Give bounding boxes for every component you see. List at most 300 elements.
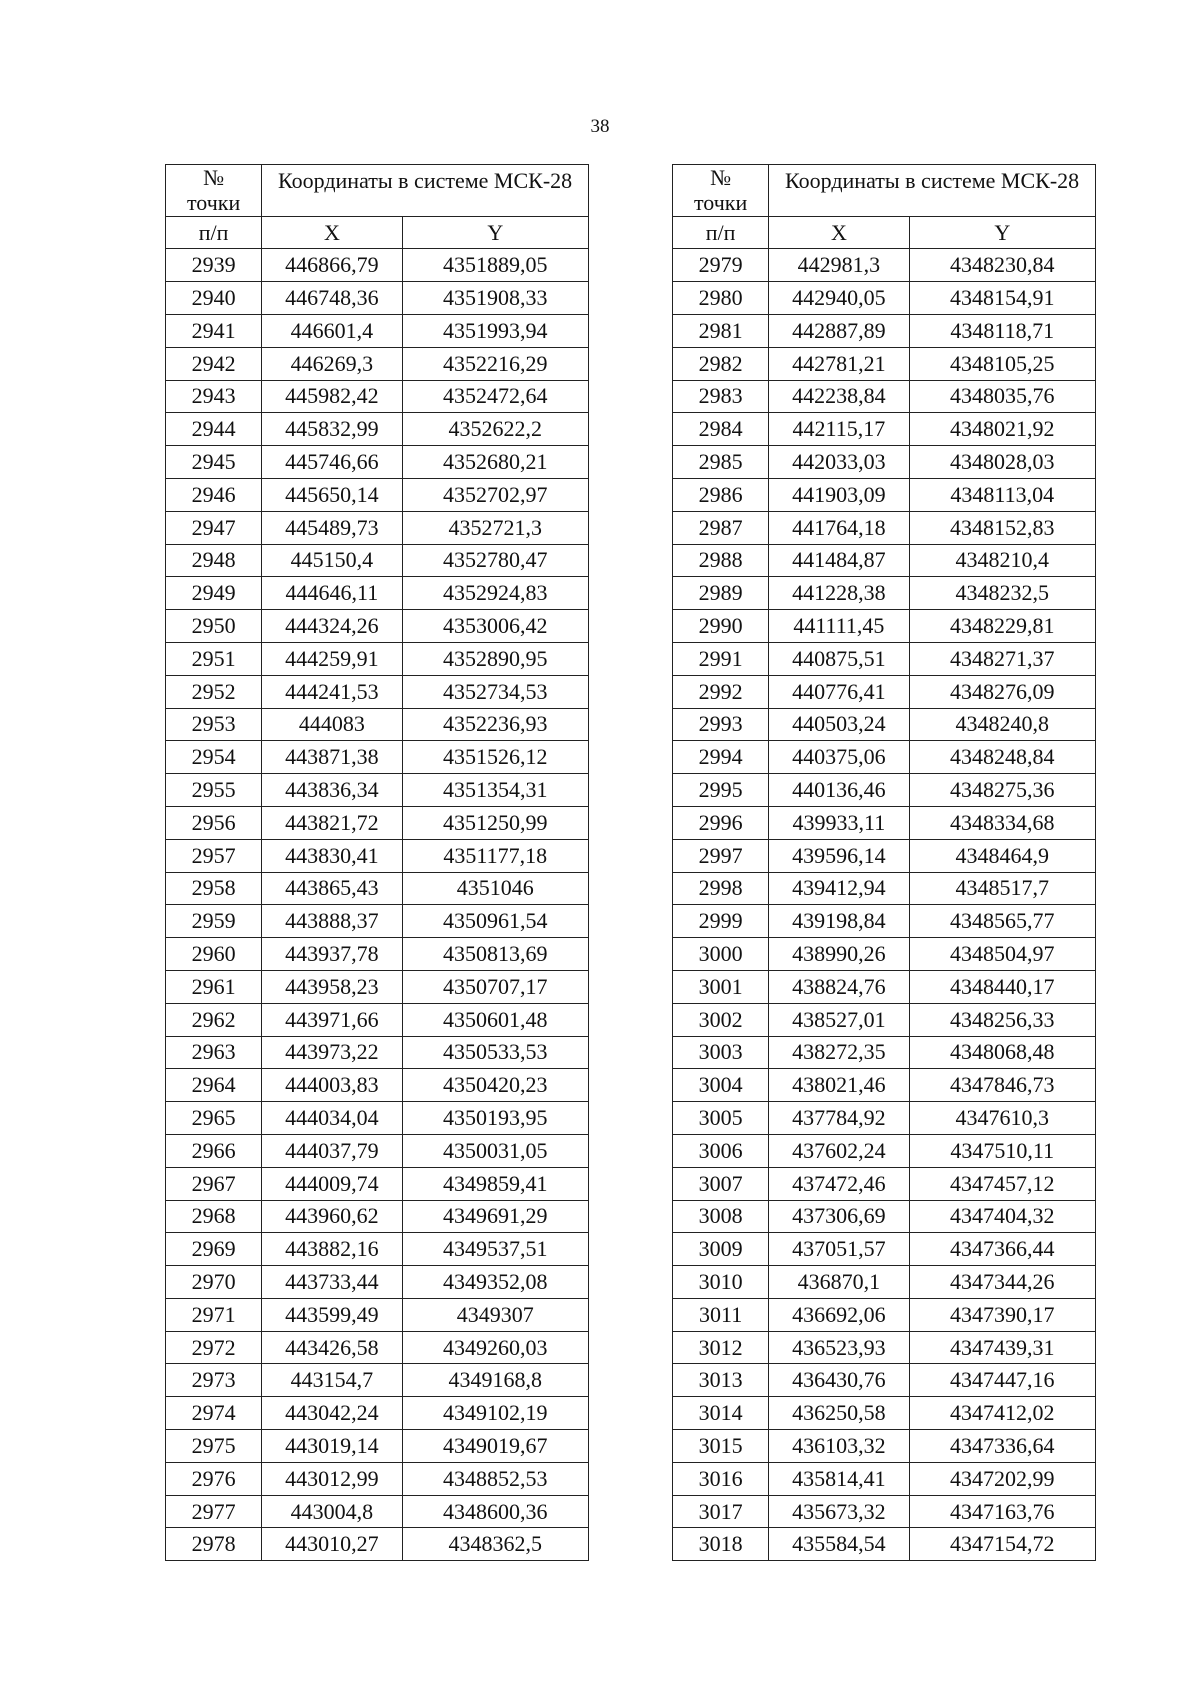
table-row — [166, 1430, 589, 1463]
y-coordinate-cell: 4350601,48 — [402, 1003, 588, 1036]
x-coordinate-cell: 439933,11 — [769, 806, 909, 839]
table-row — [166, 1200, 589, 1233]
y-coordinate-cell: 4351889,05 — [402, 249, 588, 282]
table-row — [166, 380, 589, 413]
table-row — [166, 544, 589, 577]
y-coordinate-cell: 4347163,76 — [909, 1495, 1095, 1528]
point-number-cell: 2993 — [673, 708, 769, 741]
x-coordinate-cell: 443830,41 — [262, 839, 402, 872]
point-number-cell: 3005 — [673, 1102, 769, 1135]
table-row — [166, 1397, 589, 1430]
y-coordinate-cell: 4347610,3 — [909, 1102, 1095, 1135]
x-coordinate-cell: 439596,14 — [769, 839, 909, 872]
point-number-cell: 2949 — [166, 577, 262, 610]
point-number-cell: 2995 — [673, 774, 769, 807]
point-number-cell: 3010 — [673, 1266, 769, 1299]
y-coordinate-cell: 4347154,72 — [909, 1528, 1095, 1561]
table-row — [673, 970, 1096, 1003]
point-label: точки — [186, 190, 241, 216]
point-number-cell: 3015 — [673, 1430, 769, 1463]
table-row — [166, 1495, 589, 1528]
table-row — [673, 1167, 1096, 1200]
ordinal-label: п/п — [166, 216, 262, 249]
x-coordinate-cell: 439412,94 — [769, 872, 909, 905]
y-coordinate-cell: 4347344,26 — [909, 1266, 1095, 1299]
table-row — [166, 1528, 589, 1561]
x-coordinate-cell: 438021,46 — [769, 1069, 909, 1102]
x-coordinate-cell: 445150,4 — [262, 544, 402, 577]
x-coordinate-cell: 446601,4 — [262, 314, 402, 347]
point-number-cell: 2974 — [166, 1397, 262, 1430]
y-coordinate-cell: 4347390,17 — [909, 1298, 1095, 1331]
x-coordinate-cell: 445650,14 — [262, 478, 402, 511]
x-coordinate-cell: 443599,49 — [262, 1298, 402, 1331]
table-row — [673, 1200, 1096, 1233]
table-row — [673, 610, 1096, 643]
y-coordinate-cell: 4348504,97 — [909, 938, 1095, 971]
x-coordinate-cell: 436523,93 — [769, 1331, 909, 1364]
point-number-cell: 2965 — [166, 1102, 262, 1135]
x-coordinate-cell: 436430,76 — [769, 1364, 909, 1397]
y-coordinate-cell: 4350533,53 — [402, 1036, 588, 1069]
y-coordinate-cell: 4352702,97 — [402, 478, 588, 511]
table-row — [166, 872, 589, 905]
table-row — [673, 806, 1096, 839]
point-number-cell: 2953 — [166, 708, 262, 741]
x-coordinate-cell: 441764,18 — [769, 511, 909, 544]
x-coordinate-cell: 444646,11 — [262, 577, 402, 610]
point-number-cell: 2963 — [166, 1036, 262, 1069]
table-row — [673, 741, 1096, 774]
table-row — [673, 544, 1096, 577]
point-number-cell: 3013 — [673, 1364, 769, 1397]
x-coordinate-cell: 444324,26 — [262, 610, 402, 643]
point-number-cell: 2952 — [166, 675, 262, 708]
point-number-cell: 3004 — [673, 1069, 769, 1102]
y-coordinate-cell: 4348232,5 — [909, 577, 1095, 610]
y-coordinate-cell: 4349307 — [402, 1298, 588, 1331]
point-number-cell: 3011 — [673, 1298, 769, 1331]
x-coordinate-cell: 443865,43 — [262, 872, 402, 905]
point-number-cell: 2941 — [166, 314, 262, 347]
point-number-cell: 2980 — [673, 282, 769, 315]
table-row — [673, 905, 1096, 938]
y-coordinate-cell: 4349168,8 — [402, 1364, 588, 1397]
coordinates-table-left — [165, 164, 589, 1561]
table-row — [166, 708, 589, 741]
point-number-cell: 2989 — [673, 577, 769, 610]
y-coordinate-cell: 4351526,12 — [402, 741, 588, 774]
y-coordinate-cell: 4348240,8 — [909, 708, 1095, 741]
point-number-cell: 2970 — [166, 1266, 262, 1299]
y-coordinate-cell: 4351908,33 — [402, 282, 588, 315]
point-number-cell: 2943 — [166, 380, 262, 413]
point-number-cell: 2973 — [166, 1364, 262, 1397]
y-coordinate-cell: 4348276,09 — [909, 675, 1095, 708]
x-coordinate-cell: 444259,91 — [262, 642, 402, 675]
x-coordinate-cell: 446866,79 — [262, 249, 402, 282]
y-coordinate-cell: 4348517,7 — [909, 872, 1095, 905]
point-number-cell: 2992 — [673, 675, 769, 708]
point-number-cell: 3014 — [673, 1397, 769, 1430]
x-coordinate-cell: 443042,24 — [262, 1397, 402, 1430]
x-coordinate-cell: 440776,41 — [769, 675, 909, 708]
table-row — [673, 347, 1096, 380]
table-row — [166, 905, 589, 938]
table-row — [673, 774, 1096, 807]
y-coordinate-cell: 4352924,83 — [402, 577, 588, 610]
table-row — [166, 347, 589, 380]
table-row — [166, 970, 589, 1003]
point-number-cell: 3007 — [673, 1167, 769, 1200]
y-coordinate-cell: 4348275,36 — [909, 774, 1095, 807]
y-coordinate-cell: 4348152,83 — [909, 511, 1095, 544]
point-number-cell: 3002 — [673, 1003, 769, 1036]
table-row — [166, 282, 589, 315]
x-coordinate-cell: 443012,99 — [262, 1462, 402, 1495]
table-row — [166, 1167, 589, 1200]
table-row — [673, 380, 1096, 413]
table-row — [166, 839, 589, 872]
y-coordinate-cell: 4348464,9 — [909, 839, 1095, 872]
table-row — [673, 282, 1096, 315]
table-row — [673, 675, 1096, 708]
table-row — [673, 1397, 1096, 1430]
x-coordinate-cell: 446748,36 — [262, 282, 402, 315]
table-row — [673, 1462, 1096, 1495]
point-number-cell: 2939 — [166, 249, 262, 282]
x-coordinate-cell: 444003,83 — [262, 1069, 402, 1102]
table-body-right — [673, 249, 1096, 1561]
y-coordinate-cell: 4348271,37 — [909, 642, 1095, 675]
table-row — [166, 1462, 589, 1495]
x-coordinate-cell: 435673,32 — [769, 1495, 909, 1528]
table-row — [673, 1298, 1096, 1331]
x-coordinate-cell: 442940,05 — [769, 282, 909, 315]
y-coordinate-cell: 4351993,94 — [402, 314, 588, 347]
point-number-cell: 2964 — [166, 1069, 262, 1102]
y-coordinate-cell: 4348440,17 — [909, 970, 1095, 1003]
table-row — [673, 249, 1096, 282]
point-number-cell: 2971 — [166, 1298, 262, 1331]
point-number-cell: 2950 — [166, 610, 262, 643]
table-row — [166, 478, 589, 511]
x-coordinate-cell: 440136,46 — [769, 774, 909, 807]
table-row — [673, 1233, 1096, 1266]
y-coordinate-cell: 4351046 — [402, 872, 588, 905]
x-coordinate-cell: 446269,3 — [262, 347, 402, 380]
table-row — [166, 610, 589, 643]
table-row — [673, 1495, 1096, 1528]
x-coordinate-cell: 444009,74 — [262, 1167, 402, 1200]
y-coordinate-cell: 4348118,71 — [909, 314, 1095, 347]
point-number-cell: 3012 — [673, 1331, 769, 1364]
x-coordinate-cell: 437472,46 — [769, 1167, 909, 1200]
point-number-cell: 2997 — [673, 839, 769, 872]
page-number: 38 — [590, 116, 610, 137]
x-coordinate-cell: 443004,8 — [262, 1495, 402, 1528]
x-coordinate-cell: 436692,06 — [769, 1298, 909, 1331]
point-number-cell: 2969 — [166, 1233, 262, 1266]
x-coordinate-cell: 443973,22 — [262, 1036, 402, 1069]
x-coordinate-cell: 445746,66 — [262, 446, 402, 479]
point-number-cell: 3017 — [673, 1495, 769, 1528]
table-row — [673, 413, 1096, 446]
y-coordinate-cell: 4348028,03 — [909, 446, 1095, 479]
x-coordinate-cell: 443960,62 — [262, 1200, 402, 1233]
table-row — [673, 1430, 1096, 1463]
point-number-cell: 2954 — [166, 741, 262, 774]
point-number-cell: 3003 — [673, 1036, 769, 1069]
point-number-cell: 2948 — [166, 544, 262, 577]
point-number-cell: 2982 — [673, 347, 769, 380]
coords-system-header: Координаты в системе МСК-28 — [262, 165, 589, 217]
table-row — [166, 774, 589, 807]
y-coordinate-cell: 4348852,53 — [402, 1462, 588, 1495]
table-row — [673, 1266, 1096, 1299]
table-row — [166, 1134, 589, 1167]
table-row — [673, 839, 1096, 872]
y-column-header: Y — [402, 216, 588, 249]
y-coordinate-cell: 4347457,12 — [909, 1167, 1095, 1200]
point-number-cell: 2975 — [166, 1430, 262, 1463]
x-coordinate-cell: 443010,27 — [262, 1528, 402, 1561]
y-coordinate-cell: 4352680,21 — [402, 446, 588, 479]
y-coordinate-cell: 4352734,53 — [402, 675, 588, 708]
point-number-cell: 2960 — [166, 938, 262, 971]
y-coordinate-cell: 4352216,29 — [402, 347, 588, 380]
point-number-cell: 2978 — [166, 1528, 262, 1561]
x-coordinate-cell: 443882,16 — [262, 1233, 402, 1266]
x-coordinate-cell: 438824,76 — [769, 970, 909, 1003]
point-number-cell: 2944 — [166, 413, 262, 446]
point-number-cell: 2945 — [166, 446, 262, 479]
y-coordinate-cell: 4348154,91 — [909, 282, 1095, 315]
point-number-cell: 2983 — [673, 380, 769, 413]
x-coordinate-cell: 443019,14 — [262, 1430, 402, 1463]
y-coordinate-cell: 4348256,33 — [909, 1003, 1095, 1036]
point-number-cell: 2940 — [166, 282, 262, 315]
y-coordinate-cell: 4347510,11 — [909, 1134, 1095, 1167]
y-coordinate-cell: 4352622,2 — [402, 413, 588, 446]
point-number-cell: 3009 — [673, 1233, 769, 1266]
x-column-header: X — [262, 216, 402, 249]
y-coordinate-cell: 4347439,31 — [909, 1331, 1095, 1364]
point-number-cell: 2986 — [673, 478, 769, 511]
point-number-cell: 3001 — [673, 970, 769, 1003]
table-row — [166, 1364, 589, 1397]
table-row — [673, 1364, 1096, 1397]
y-coordinate-cell: 4349537,51 — [402, 1233, 588, 1266]
table-row — [673, 642, 1096, 675]
point-number-cell: 2994 — [673, 741, 769, 774]
y-coordinate-cell: 4351250,99 — [402, 806, 588, 839]
x-coordinate-cell: 437784,92 — [769, 1102, 909, 1135]
coords-system-header: Координаты в системе МСК-28 — [769, 165, 1096, 217]
coordinates-table-right — [672, 164, 1096, 1561]
point-number-cell: 2999 — [673, 905, 769, 938]
x-coordinate-cell: 444083 — [262, 708, 402, 741]
y-coordinate-cell: 4347412,02 — [909, 1397, 1095, 1430]
x-coordinate-cell: 438272,35 — [769, 1036, 909, 1069]
point-number-cell: 2976 — [166, 1462, 262, 1495]
x-coordinate-cell: 443937,78 — [262, 938, 402, 971]
x-coordinate-cell: 445982,42 — [262, 380, 402, 413]
y-coordinate-cell: 4347447,16 — [909, 1364, 1095, 1397]
y-coordinate-cell: 4352780,47 — [402, 544, 588, 577]
y-coordinate-cell: 4350420,23 — [402, 1069, 588, 1102]
point-number-cell: 2979 — [673, 249, 769, 282]
point-number-cell: 2955 — [166, 774, 262, 807]
point-number-cell: 2991 — [673, 642, 769, 675]
point-number-cell: 2985 — [673, 446, 769, 479]
x-coordinate-cell: 440375,06 — [769, 741, 909, 774]
point-number-cell: 2981 — [673, 314, 769, 347]
table-row — [166, 1298, 589, 1331]
y-coordinate-cell: 4348230,84 — [909, 249, 1095, 282]
y-coordinate-cell: 4348565,77 — [909, 905, 1095, 938]
table-row — [166, 741, 589, 774]
point-number-header — [673, 165, 769, 217]
y-coordinate-cell: 4348334,68 — [909, 806, 1095, 839]
point-number-cell: 3018 — [673, 1528, 769, 1561]
table-row — [673, 314, 1096, 347]
table-row — [673, 577, 1096, 610]
y-coordinate-cell: 4348362,5 — [402, 1528, 588, 1561]
y-coordinate-cell: 4348229,81 — [909, 610, 1095, 643]
point-number-cell: 2956 — [166, 806, 262, 839]
x-coordinate-cell: 438990,26 — [769, 938, 909, 971]
x-coordinate-cell: 442033,03 — [769, 446, 909, 479]
table-row — [166, 675, 589, 708]
point-number-cell: 2946 — [166, 478, 262, 511]
table-row — [166, 1266, 589, 1299]
point-number-cell: 2962 — [166, 1003, 262, 1036]
point-number-cell: 2958 — [166, 872, 262, 905]
number-sign-label: № — [203, 165, 225, 190]
point-number-cell: 2942 — [166, 347, 262, 380]
y-coordinate-cell: 4350707,17 — [402, 970, 588, 1003]
x-coordinate-cell: 443888,37 — [262, 905, 402, 938]
ordinal-label: п/п — [673, 216, 769, 249]
table-row — [166, 446, 589, 479]
x-coordinate-cell: 443154,7 — [262, 1364, 402, 1397]
x-coordinate-cell: 443426,58 — [262, 1331, 402, 1364]
table-row — [673, 511, 1096, 544]
table-row — [673, 708, 1096, 741]
number-sign-label: № — [710, 165, 732, 190]
x-coordinate-cell: 437306,69 — [769, 1200, 909, 1233]
table-row — [166, 249, 589, 282]
y-coordinate-cell: 4350031,05 — [402, 1134, 588, 1167]
table-row — [166, 1036, 589, 1069]
x-coordinate-cell: 437051,57 — [769, 1233, 909, 1266]
point-number-cell: 2996 — [673, 806, 769, 839]
table-row — [673, 478, 1096, 511]
point-number-cell: 3008 — [673, 1200, 769, 1233]
x-coordinate-cell: 439198,84 — [769, 905, 909, 938]
y-column-header: Y — [909, 216, 1095, 249]
table-row — [166, 1331, 589, 1364]
x-coordinate-cell: 442115,17 — [769, 413, 909, 446]
table-row — [166, 1069, 589, 1102]
x-coordinate-cell: 445832,99 — [262, 413, 402, 446]
table-row — [166, 806, 589, 839]
x-coordinate-cell: 442981,3 — [769, 249, 909, 282]
x-coordinate-cell: 445489,73 — [262, 511, 402, 544]
point-number-cell: 3006 — [673, 1134, 769, 1167]
table-row — [166, 1003, 589, 1036]
y-coordinate-cell: 4348035,76 — [909, 380, 1095, 413]
x-coordinate-cell: 441111,45 — [769, 610, 909, 643]
table-row — [166, 577, 589, 610]
y-coordinate-cell: 4347366,44 — [909, 1233, 1095, 1266]
x-coordinate-cell: 442238,84 — [769, 380, 909, 413]
table-row — [673, 446, 1096, 479]
x-coordinate-cell: 438527,01 — [769, 1003, 909, 1036]
x-column-header: X — [769, 216, 909, 249]
table-row — [673, 1331, 1096, 1364]
y-coordinate-cell: 4347202,99 — [909, 1462, 1095, 1495]
x-coordinate-cell: 443821,72 — [262, 806, 402, 839]
x-coordinate-cell: 440503,24 — [769, 708, 909, 741]
point-number-cell: 2947 — [166, 511, 262, 544]
table-row — [673, 1003, 1096, 1036]
table-row — [673, 1134, 1096, 1167]
point-number-cell: 3000 — [673, 938, 769, 971]
point-number-cell: 2957 — [166, 839, 262, 872]
x-coordinate-cell: 441903,09 — [769, 478, 909, 511]
x-coordinate-cell: 437602,24 — [769, 1134, 909, 1167]
table-row — [673, 938, 1096, 971]
y-coordinate-cell: 4347846,73 — [909, 1069, 1095, 1102]
x-coordinate-cell: 443958,23 — [262, 970, 402, 1003]
y-coordinate-cell: 4352721,3 — [402, 511, 588, 544]
y-coordinate-cell: 4352472,64 — [402, 380, 588, 413]
point-number-cell: 2984 — [673, 413, 769, 446]
point-number-cell: 2968 — [166, 1200, 262, 1233]
y-coordinate-cell: 4353006,42 — [402, 610, 588, 643]
y-coordinate-cell: 4350961,54 — [402, 905, 588, 938]
y-coordinate-cell: 4349019,67 — [402, 1430, 588, 1463]
point-number-cell: 2961 — [166, 970, 262, 1003]
point-number-cell: 2977 — [166, 1495, 262, 1528]
x-coordinate-cell: 443733,44 — [262, 1266, 402, 1299]
point-label: точки — [693, 190, 748, 216]
table-row — [673, 1069, 1096, 1102]
point-number-cell: 2967 — [166, 1167, 262, 1200]
x-coordinate-cell: 443871,38 — [262, 741, 402, 774]
table-row — [166, 1102, 589, 1135]
x-coordinate-cell: 436250,58 — [769, 1397, 909, 1430]
x-coordinate-cell: 435584,54 — [769, 1528, 909, 1561]
y-coordinate-cell: 4349102,19 — [402, 1397, 588, 1430]
y-coordinate-cell: 4348021,92 — [909, 413, 1095, 446]
point-number-cell: 2951 — [166, 642, 262, 675]
table-row — [673, 1102, 1096, 1135]
table-row — [673, 1528, 1096, 1561]
y-coordinate-cell: 4351354,31 — [402, 774, 588, 807]
y-coordinate-cell: 4350813,69 — [402, 938, 588, 971]
y-coordinate-cell: 4348105,25 — [909, 347, 1095, 380]
y-coordinate-cell: 4349691,29 — [402, 1200, 588, 1233]
point-number-cell: 2966 — [166, 1134, 262, 1167]
point-number-cell: 2972 — [166, 1331, 262, 1364]
y-coordinate-cell: 4347404,32 — [909, 1200, 1095, 1233]
x-coordinate-cell: 443836,34 — [262, 774, 402, 807]
x-coordinate-cell: 440875,51 — [769, 642, 909, 675]
x-coordinate-cell: 441228,38 — [769, 577, 909, 610]
